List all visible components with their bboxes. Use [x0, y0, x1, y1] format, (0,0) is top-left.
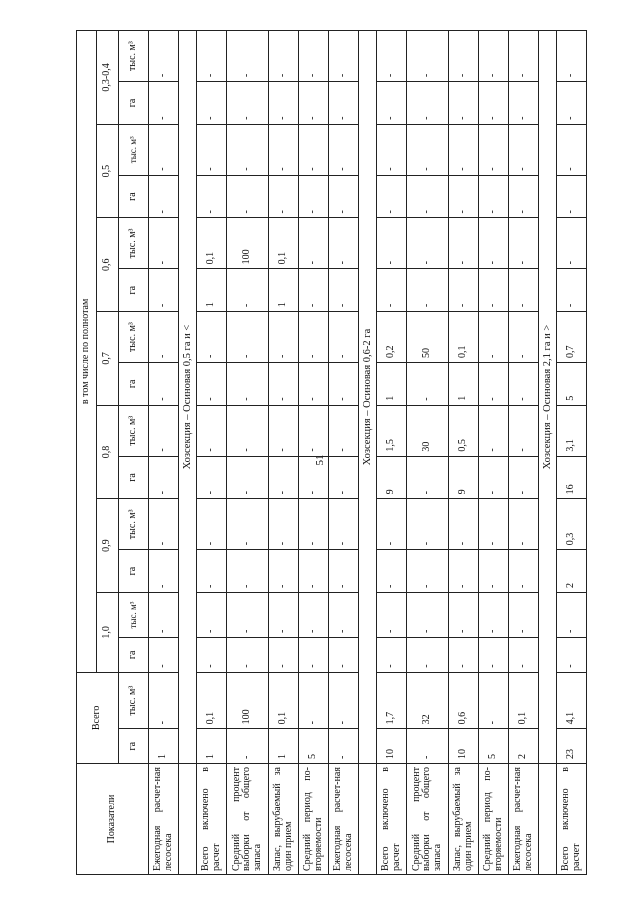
- value-cell: -: [149, 31, 179, 82]
- section-spacer-cell: [179, 764, 197, 875]
- value-cell: -: [299, 672, 329, 729]
- unit-volume-header: тыс. м³: [119, 31, 149, 82]
- value-cell: -: [269, 31, 299, 82]
- table-row: [299, 31, 329, 875]
- value-cell: 2: [509, 729, 539, 764]
- value-cell: -: [449, 82, 479, 125]
- row-label: Всего включено в расчет: [197, 764, 227, 875]
- value-cell: -: [377, 592, 407, 637]
- section-spacer-cell: [539, 764, 557, 875]
- table-body: [149, 31, 587, 875]
- value-cell: -: [509, 175, 539, 218]
- row-label: Запас, вырубаемый за один прием: [449, 764, 479, 875]
- value-cell: -: [149, 312, 179, 363]
- value-cell: -: [377, 175, 407, 218]
- unit-area-header: га: [119, 550, 149, 593]
- value-cell: -: [197, 638, 227, 673]
- total-header: Всего: [77, 672, 119, 763]
- value-cell: -: [227, 124, 269, 175]
- value-cell: -: [227, 312, 269, 363]
- value-cell: 1: [449, 362, 479, 405]
- value-cell: -: [557, 124, 587, 175]
- value-cell: -: [479, 456, 509, 499]
- section-row: [539, 31, 557, 875]
- value-cell: -: [299, 124, 329, 175]
- value-cell: -: [509, 31, 539, 82]
- table-row: [407, 31, 449, 875]
- unit-area-header: га: [119, 638, 149, 673]
- unit-area-header: га: [119, 175, 149, 218]
- unit-area-header: га: [119, 456, 149, 499]
- value-cell: -: [329, 124, 359, 175]
- value-cell: -: [227, 31, 269, 82]
- value-cell: -: [479, 550, 509, 593]
- page-number: 51: [314, 454, 326, 466]
- value-cell: -: [329, 638, 359, 673]
- value-cell: -: [299, 638, 329, 673]
- value-cell: -: [557, 592, 587, 637]
- row-label: Ежегодная расчет-ная лесосека: [509, 764, 539, 875]
- value-cell: -: [269, 362, 299, 405]
- value-cell: -: [269, 499, 299, 550]
- value-cell: -: [227, 638, 269, 673]
- value-cell: 1: [149, 729, 179, 764]
- row-label: Средний период по-вторяемости: [479, 764, 509, 875]
- value-cell: -: [149, 672, 179, 729]
- value-cell: 3,1: [557, 405, 587, 456]
- value-cell: 0,1: [197, 672, 227, 729]
- value-cell: -: [557, 269, 587, 312]
- value-cell: 10: [449, 729, 479, 764]
- value-cell: -: [407, 499, 449, 550]
- value-cell: -: [557, 638, 587, 673]
- value-cell: -: [407, 638, 449, 673]
- value-cell: -: [299, 312, 329, 363]
- unit-volume-header: тыс. м³: [119, 499, 149, 550]
- value-cell: -: [149, 499, 179, 550]
- value-cell: -: [479, 312, 509, 363]
- value-cell: -: [377, 218, 407, 269]
- value-cell: 0,1: [197, 218, 227, 269]
- value-cell: 0,1: [509, 672, 539, 729]
- value-cell: -: [197, 499, 227, 550]
- row-label: Всего включено в расчет: [557, 764, 587, 875]
- value-cell: -: [269, 405, 299, 456]
- table-row: [509, 31, 539, 875]
- value-cell: -: [377, 124, 407, 175]
- value-cell: -: [227, 269, 269, 312]
- value-cell: -: [407, 550, 449, 593]
- value-cell: -: [449, 550, 479, 593]
- value-cell: 0,6: [449, 672, 479, 729]
- value-cell: 0,3: [557, 499, 587, 550]
- value-cell: -: [509, 405, 539, 456]
- value-cell: -: [509, 456, 539, 499]
- value-cell: -: [557, 31, 587, 82]
- value-cell: -: [329, 269, 359, 312]
- value-cell: -: [299, 82, 329, 125]
- value-cell: 1,5: [377, 405, 407, 456]
- value-cell: -: [479, 362, 509, 405]
- value-cell: -: [149, 638, 179, 673]
- value-cell: -: [299, 550, 329, 593]
- value-cell: -: [509, 362, 539, 405]
- value-cell: 32: [407, 672, 449, 729]
- value-cell: -: [407, 31, 449, 82]
- value-cell: -: [407, 729, 449, 764]
- table-row: [227, 31, 269, 875]
- value-cell: -: [479, 672, 509, 729]
- value-cell: -: [329, 456, 359, 499]
- value-cell: -: [329, 312, 359, 363]
- value-cell: -: [329, 672, 359, 729]
- value-cell: -: [299, 456, 329, 499]
- value-cell: -: [329, 31, 359, 82]
- value-cell: -: [407, 124, 449, 175]
- value-cell: 9: [377, 456, 407, 499]
- value-cell: -: [449, 592, 479, 637]
- value-cell: -: [449, 124, 479, 175]
- value-cell: -: [197, 456, 227, 499]
- value-cell: -: [509, 218, 539, 269]
- density-header: 1,0: [97, 592, 119, 672]
- row-label: Всего включено в расчет: [377, 764, 407, 875]
- value-cell: -: [479, 175, 509, 218]
- unit-area-header: га: [119, 362, 149, 405]
- row-label: Запас, вырубаемый за один прием: [269, 764, 299, 875]
- section-title: Хозсекция – Осиновая 0,5 га и <: [179, 31, 197, 764]
- value-cell: -: [269, 175, 299, 218]
- value-cell: -: [299, 405, 329, 456]
- value-cell: -: [557, 175, 587, 218]
- value-cell: -: [227, 499, 269, 550]
- value-cell: -: [329, 362, 359, 405]
- value-cell: -: [227, 592, 269, 637]
- value-cell: 100: [227, 218, 269, 269]
- unit-volume-header: тыс. м³: [119, 124, 149, 175]
- value-cell: -: [269, 592, 299, 637]
- unit-area-header: га: [119, 729, 149, 764]
- value-cell: -: [227, 362, 269, 405]
- value-cell: 0,7: [557, 312, 587, 363]
- value-cell: 0,1: [269, 218, 299, 269]
- value-cell: -: [149, 456, 179, 499]
- value-cell: -: [269, 456, 299, 499]
- section-title: Хозсекция – Осиновая 0,6-2 га: [359, 31, 377, 764]
- value-cell: -: [227, 729, 269, 764]
- row-label: Ежегодная расчет-ная лесосека: [149, 764, 179, 875]
- value-cell: -: [299, 175, 329, 218]
- density-header: 0,6: [97, 218, 119, 312]
- value-cell: -: [227, 550, 269, 593]
- value-cell: 2: [557, 550, 587, 593]
- value-cell: -: [449, 218, 479, 269]
- value-cell: -: [329, 218, 359, 269]
- value-cell: 10: [377, 729, 407, 764]
- unit-volume-header: тыс. м³: [119, 592, 149, 637]
- value-cell: -: [269, 124, 299, 175]
- value-cell: -: [479, 218, 509, 269]
- value-cell: 1: [269, 729, 299, 764]
- value-cell: -: [269, 312, 299, 363]
- value-cell: -: [197, 175, 227, 218]
- section-spacer-cell: [359, 764, 377, 875]
- value-cell: 5: [479, 729, 509, 764]
- value-cell: -: [479, 31, 509, 82]
- section-title: Хозсекция – Осиновая 2,1 га и >: [539, 31, 557, 764]
- value-cell: -: [149, 124, 179, 175]
- value-cell: -: [557, 82, 587, 125]
- value-cell: -: [197, 405, 227, 456]
- value-cell: 1: [197, 269, 227, 312]
- value-cell: -: [449, 31, 479, 82]
- value-cell: 0,5: [449, 405, 479, 456]
- value-cell: -: [557, 218, 587, 269]
- value-cell: -: [509, 124, 539, 175]
- value-cell: -: [449, 638, 479, 673]
- value-cell: -: [329, 175, 359, 218]
- value-cell: -: [407, 269, 449, 312]
- value-cell: 1: [197, 729, 227, 764]
- value-cell: -: [509, 499, 539, 550]
- value-cell: -: [299, 362, 329, 405]
- density-header: 0,9: [97, 499, 119, 593]
- value-cell: 5: [557, 362, 587, 405]
- value-cell: -: [227, 405, 269, 456]
- value-cell: 1: [269, 269, 299, 312]
- value-cell: -: [269, 638, 299, 673]
- value-cell: 5: [299, 729, 329, 764]
- value-cell: -: [197, 592, 227, 637]
- value-cell: -: [197, 31, 227, 82]
- value-cell: -: [407, 362, 449, 405]
- value-cell: -: [197, 82, 227, 125]
- value-cell: -: [329, 499, 359, 550]
- row-label: Средний процент выборки от общего запаса: [227, 764, 269, 875]
- value-cell: -: [377, 550, 407, 593]
- value-cell: -: [479, 269, 509, 312]
- value-cell: 9: [449, 456, 479, 499]
- indicator-header: Показатели: [77, 764, 149, 875]
- value-cell: -: [377, 638, 407, 673]
- value-cell: -: [479, 405, 509, 456]
- value-cell: -: [509, 550, 539, 593]
- value-cell: -: [407, 175, 449, 218]
- table-row: [557, 31, 587, 875]
- value-cell: 0,1: [449, 312, 479, 363]
- value-cell: 4,1: [557, 672, 587, 729]
- value-cell: -: [329, 729, 359, 764]
- value-cell: 0,2: [377, 312, 407, 363]
- cutting-calculation-table: [76, 30, 587, 875]
- value-cell: -: [329, 82, 359, 125]
- value-cell: -: [509, 269, 539, 312]
- value-cell: -: [197, 550, 227, 593]
- density-header: 0,3-0,4: [97, 31, 119, 125]
- value-cell: -: [479, 499, 509, 550]
- value-cell: -: [329, 405, 359, 456]
- unit-volume-header: тыс. м³: [119, 218, 149, 269]
- value-cell: -: [149, 592, 179, 637]
- density-header: 0,5: [97, 124, 119, 218]
- value-cell: -: [149, 405, 179, 456]
- value-cell: -: [377, 82, 407, 125]
- value-cell: 16: [557, 456, 587, 499]
- value-cell: -: [509, 638, 539, 673]
- unit-volume-header: тыс. м³: [119, 312, 149, 363]
- unit-volume-header: тыс. м³: [119, 405, 149, 456]
- value-cell: -: [377, 269, 407, 312]
- table-row: [329, 31, 359, 875]
- table-row: [479, 31, 509, 875]
- unit-area-header: га: [119, 82, 149, 125]
- value-cell: -: [197, 362, 227, 405]
- value-cell: -: [407, 456, 449, 499]
- value-cell: -: [149, 269, 179, 312]
- value-cell: 100: [227, 672, 269, 729]
- value-cell: 1: [377, 362, 407, 405]
- section-row: [359, 31, 377, 875]
- value-cell: -: [227, 82, 269, 125]
- table-header: [77, 31, 149, 875]
- value-cell: -: [149, 82, 179, 125]
- value-cell: -: [479, 124, 509, 175]
- table-row: [449, 31, 479, 875]
- value-cell: -: [149, 175, 179, 218]
- table-row: [149, 31, 179, 875]
- row-label: Средний процент выборки от общего запаса: [407, 764, 449, 875]
- value-cell: -: [479, 638, 509, 673]
- unit-volume-header: тыс. м³: [119, 672, 149, 729]
- table-row: [269, 31, 299, 875]
- value-cell: -: [299, 269, 329, 312]
- value-cell: -: [197, 124, 227, 175]
- value-cell: -: [149, 362, 179, 405]
- value-cell: -: [149, 218, 179, 269]
- value-cell: -: [329, 592, 359, 637]
- value-cell: -: [299, 218, 329, 269]
- value-cell: -: [449, 499, 479, 550]
- value-cell: -: [407, 82, 449, 125]
- value-cell: -: [299, 499, 329, 550]
- value-cell: -: [197, 312, 227, 363]
- value-cell: -: [329, 550, 359, 593]
- value-cell: -: [227, 175, 269, 218]
- value-cell: -: [407, 592, 449, 637]
- value-cell: -: [149, 550, 179, 593]
- value-cell: -: [407, 218, 449, 269]
- table-row: [197, 31, 227, 875]
- value-cell: -: [509, 312, 539, 363]
- value-cell: -: [227, 456, 269, 499]
- value-cell: -: [269, 550, 299, 593]
- rotated-table-container: [76, 30, 611, 875]
- value-cell: -: [449, 175, 479, 218]
- value-cell: 30: [407, 405, 449, 456]
- value-cell: -: [449, 269, 479, 312]
- value-cell: 1,7: [377, 672, 407, 729]
- value-cell: 50: [407, 312, 449, 363]
- row-label: Средний период по-вторяемости: [299, 764, 329, 875]
- value-cell: -: [479, 592, 509, 637]
- value-cell: -: [377, 499, 407, 550]
- row-label: Ежегодная расчет-ная лесосека: [329, 764, 359, 875]
- value-cell: -: [269, 82, 299, 125]
- value-cell: -: [299, 31, 329, 82]
- value-cell: -: [299, 592, 329, 637]
- section-row: [179, 31, 197, 875]
- value-cell: -: [479, 82, 509, 125]
- density-header: 0,7: [97, 312, 119, 406]
- unit-area-header: га: [119, 269, 149, 312]
- value-cell: 23: [557, 729, 587, 764]
- by-density-header: в том числе по полнотам: [77, 31, 97, 673]
- value-cell: -: [509, 82, 539, 125]
- value-cell: -: [377, 31, 407, 82]
- table-row: [377, 31, 407, 875]
- value-cell: 0,1: [269, 672, 299, 729]
- density-header: 0,8: [97, 405, 119, 499]
- value-cell: -: [509, 592, 539, 637]
